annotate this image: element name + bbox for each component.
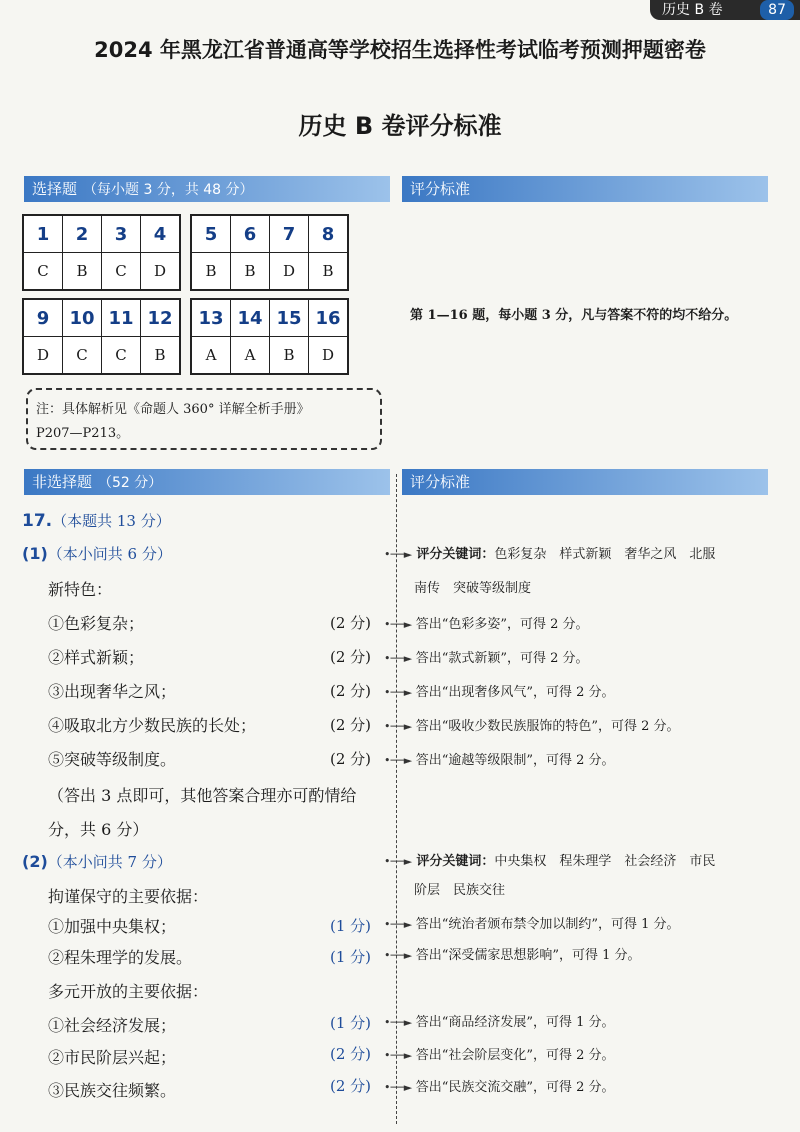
part1-heading [22, 543, 172, 564]
question-number: 9 [23, 299, 63, 337]
score-label: (2 分) [330, 682, 372, 700]
score-label: (2 分) [330, 648, 372, 666]
part2-intro-1: 拘谨保守的主要依据： [48, 887, 209, 906]
score-label: (2 分) [330, 1077, 372, 1095]
answer-letter: B [63, 253, 102, 291]
question-number: 14 [231, 299, 270, 337]
q17-heading [22, 510, 171, 531]
part1-label: (1) [22, 544, 48, 563]
nonchoice-criteria-label: 评分标准 [410, 473, 471, 491]
answer-item: ⑤突破等级制度。 [48, 750, 177, 769]
criteria-line [384, 749, 615, 768]
page-number: 87 [760, 0, 794, 20]
keywords-text: 中央集权 程朱理学 社会经济 市民 [494, 854, 716, 869]
answer-table-1 [22, 214, 181, 291]
answer-table-2 [190, 214, 349, 291]
arrow-icon: •──► [384, 652, 416, 665]
arrow-icon: •──► [384, 618, 416, 631]
nonchoice-criteria-band [402, 469, 768, 495]
q17-number: 17. [22, 511, 53, 531]
note-line-1: 注：具体解析见《命题人 360° 详解全析手册》 [36, 402, 310, 417]
question-number: 16 [309, 299, 349, 337]
criteria-line [384, 681, 615, 700]
answer-item: ④吸取北方少数民族的长处； [48, 716, 257, 735]
analysis-note [26, 388, 382, 450]
answer-table-3 [22, 298, 181, 375]
question-number: 1 [23, 215, 63, 253]
note-line-2: P207—P213。 [36, 426, 130, 441]
header-tab [650, 0, 800, 20]
criteria-text: 答出“逾越等级限制”，可得 2 分。 [415, 753, 615, 768]
score-label: (2 分) [330, 614, 372, 632]
criteria-text: 答出“色彩多姿”，可得 2 分。 [415, 617, 589, 632]
criteria-line [384, 944, 641, 963]
arrow-icon: •──► [384, 918, 416, 931]
answer-letter: C [63, 337, 102, 375]
criteria-line [384, 647, 589, 666]
criteria-text: 答出“出现奢侈风气”，可得 2 分。 [415, 685, 615, 700]
answer-item: ②程朱理学的发展。 [48, 948, 193, 967]
criteria-line [384, 715, 680, 734]
nonchoice-band-label: 非选择题 [32, 473, 93, 491]
part2-sub: （本小问共 7 分） [47, 853, 172, 871]
answer-letter: D [141, 253, 181, 291]
keywords-label: 评分关键词： [416, 854, 495, 869]
exam-title: 2024 年黑龙江省普通高等学校招生选择性考试临考预测押题密卷 [94, 38, 706, 62]
question-number: 7 [270, 215, 309, 253]
answer-table-4 [190, 298, 349, 375]
criteria-text: 答出“吸收少数民族服饰的特色”，可得 2 分。 [415, 719, 680, 734]
criteria-text: 答出“社会阶层变化”，可得 2 分。 [415, 1048, 615, 1063]
answer-letter: D [23, 337, 63, 375]
arrow-icon: •──► [384, 686, 416, 699]
arrow-icon: •──► [384, 1081, 416, 1094]
arrow-icon: •──► [384, 720, 416, 733]
answer-letter: B [270, 337, 309, 375]
answer-letter: B [141, 337, 181, 375]
choice-band [24, 176, 390, 202]
answer-item: ①色彩复杂； [48, 614, 145, 633]
question-number: 6 [231, 215, 270, 253]
answer-item: ②样式新颖； [48, 648, 145, 667]
criteria-line [384, 1044, 615, 1063]
page-title: 历史 B 卷评分标准 [298, 112, 502, 140]
choice-criteria-label: 评分标准 [410, 180, 471, 198]
arrow-icon: •──► [384, 1049, 416, 1062]
part1-keywords [384, 543, 715, 562]
question-number: 15 [270, 299, 309, 337]
part1-intro: 新特色： [48, 580, 113, 599]
part2-keywords [384, 850, 715, 869]
choice-band-label: 选择题 [32, 180, 78, 198]
keywords-label: 评分关键词： [416, 547, 495, 562]
answer-item: ②市民阶层兴起； [48, 1048, 177, 1067]
answer-item: ①加强中央集权； [48, 917, 177, 936]
answer-letter: D [309, 337, 349, 375]
score-label: (1 分) [330, 917, 372, 935]
answer-letter: D [270, 253, 309, 291]
answer-letter: A [191, 337, 231, 375]
criteria-text: 答出“统治者颁布禁令加以制约”，可得 1 分。 [415, 917, 680, 932]
criteria-line [384, 1076, 615, 1095]
answer-letter: C [23, 253, 63, 291]
answer-item: ③出现奢华之风； [48, 682, 177, 701]
arrow-icon: •──► [384, 754, 416, 767]
part1-keywords-cont: 南传 突破等级制度 [414, 581, 532, 596]
part1-note-2: 分，共 6 分） [48, 820, 149, 839]
nonchoice-band [24, 469, 390, 495]
question-number: 8 [309, 215, 349, 253]
nonchoice-band-sub: （52 分） [98, 475, 163, 491]
answer-item: ③民族交往频繁。 [48, 1081, 177, 1100]
answer-letter: B [231, 253, 270, 291]
question-number: 12 [141, 299, 181, 337]
question-number: 4 [141, 215, 181, 253]
arrow-icon: •──► [384, 855, 413, 868]
choice-criteria-text: 第 1—16 题，每小题 3 分，凡与答案不符的均不给分。 [410, 308, 738, 323]
answer-letter: B [309, 253, 349, 291]
answer-item: ①社会经济发展； [48, 1016, 177, 1035]
keywords-text: 色彩复杂 样式新颖 奢华之风 北服 [494, 547, 716, 562]
score-label: (1 分) [330, 948, 372, 966]
part2-keywords-cont: 阶层 民族交往 [414, 883, 506, 898]
criteria-text: 答出“款式新颖”，可得 2 分。 [415, 651, 589, 666]
criteria-text: 答出“深受儒家思想影响”，可得 1 分。 [415, 948, 641, 963]
answer-letter: C [102, 337, 141, 375]
question-number: 2 [63, 215, 102, 253]
question-number: 3 [102, 215, 141, 253]
part1-sub: （本小问共 6 分） [47, 545, 172, 563]
question-number: 13 [191, 299, 231, 337]
arrow-icon: •──► [384, 949, 416, 962]
arrow-icon: •──► [384, 1016, 416, 1029]
question-number: 10 [63, 299, 102, 337]
arrow-icon: •──► [384, 548, 413, 561]
header-tab-label: 历史 B 卷 [662, 2, 723, 18]
choice-criteria-band [402, 176, 768, 202]
score-label: (1 分) [330, 1014, 372, 1032]
q17-total: （本题共 13 分） [52, 512, 171, 530]
criteria-line [384, 913, 680, 932]
criteria-text: 答出“民族交流交融”，可得 2 分。 [415, 1080, 615, 1095]
score-label: (2 分) [330, 716, 372, 734]
criteria-line [384, 1011, 615, 1030]
part2-heading [22, 851, 172, 872]
part2-intro-2: 多元开放的主要依据： [48, 982, 209, 1001]
answer-letter: A [231, 337, 270, 375]
criteria-text: 答出“商品经济发展”，可得 1 分。 [415, 1015, 615, 1030]
answer-letter: B [191, 253, 231, 291]
question-number: 11 [102, 299, 141, 337]
score-label: (2 分) [330, 1045, 372, 1063]
criteria-line [384, 613, 589, 632]
part2-label: (2) [22, 852, 48, 871]
score-label: (2 分) [330, 750, 372, 768]
part1-note-1: （答出 3 点即可，其他答案合理亦可酌情给 [48, 786, 357, 805]
choice-band-sub: （每小题 3 分，共 48 分） [83, 182, 254, 198]
question-number: 5 [191, 215, 231, 253]
answer-letter: C [102, 253, 141, 291]
